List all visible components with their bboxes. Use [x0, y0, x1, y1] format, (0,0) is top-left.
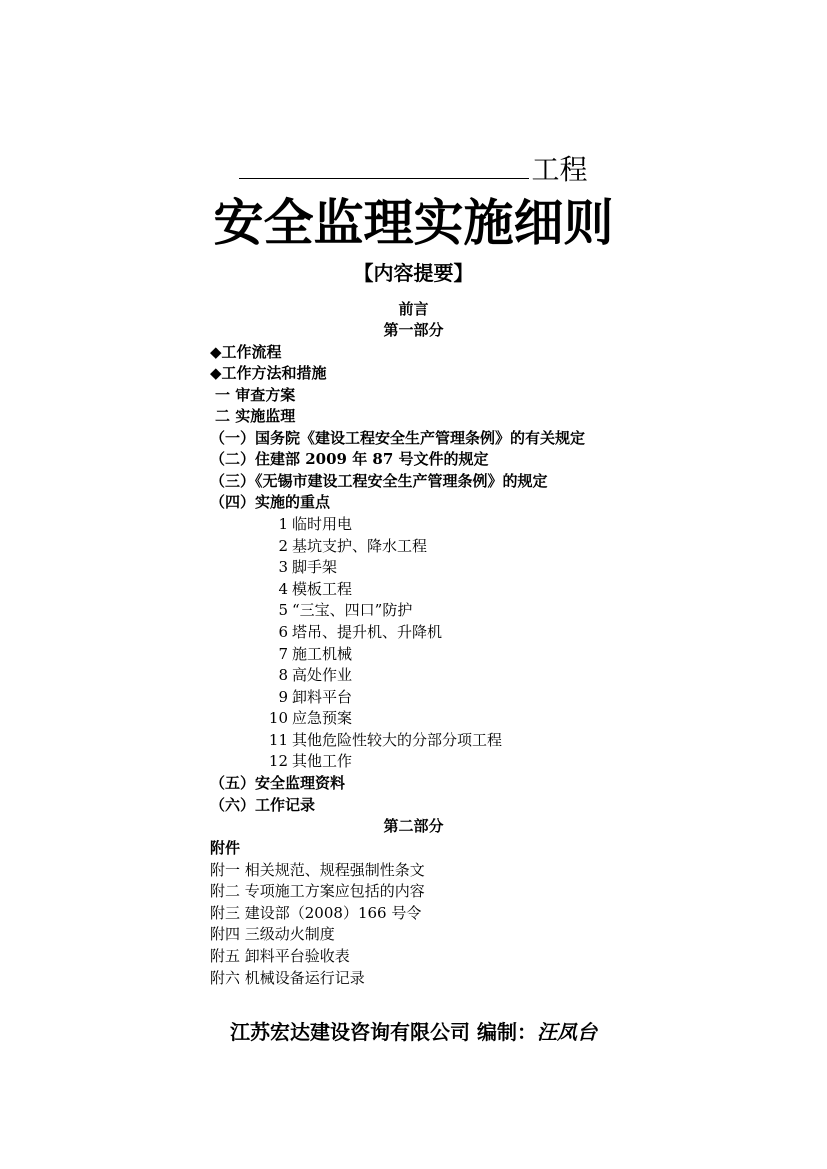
key-point — [266, 556, 337, 578]
appendix-item: 附一 相关规范、规程强制性条文 — [210, 861, 425, 879]
key-point-label: 模板工程 — [292, 580, 353, 598]
appendix-heading: 附件 — [210, 839, 241, 857]
appendix-item: 附五 卸料平台验收表 — [210, 947, 350, 965]
appendix-item: 附四 三级动火制度 — [210, 925, 335, 943]
key-point-label: 高处作业 — [292, 666, 353, 684]
toc-supervision: 二 实施监理 — [215, 407, 296, 425]
key-point-label: 其他危险性较大的分部分项工程 — [292, 731, 503, 749]
appendix-item: 附二 专项施工方案应包括的内容 — [210, 882, 425, 900]
toc-review: 一 审查方案 — [215, 386, 296, 404]
compiled-label: 编制： — [476, 1020, 537, 1044]
toc-item-1: （一）国务院《建设工程安全生产管理条例》的有关规定 — [210, 429, 586, 447]
key-point-label: 临时用电 — [292, 515, 353, 533]
key-point-label: 基坑支护、降水工程 — [292, 537, 428, 555]
document-title: 安全监理实施细则 — [213, 194, 614, 252]
key-point-label: 卸料平台 — [292, 688, 353, 706]
key-point-number: 9 — [278, 688, 288, 706]
toc-item-4: （四）实施的重点 — [210, 493, 331, 511]
key-point-label: “三宝、四口”防护 — [292, 601, 413, 619]
toc-preface: 前言 — [398, 300, 429, 318]
summary-heading: 【内容提要】 — [353, 261, 474, 285]
key-point-number: 10 — [268, 709, 288, 727]
toc-item-2: （二）住建部 2009 年 87 号文件的规定 — [210, 450, 489, 468]
company-name: 江苏宏达建设咨询有限公司 — [230, 1020, 471, 1044]
toc-item-5: （五）安全监理资料 — [210, 774, 346, 792]
key-point-label: 脚手架 — [292, 558, 338, 576]
project-name-line — [0, 148, 827, 188]
footer-line — [0, 1018, 827, 1046]
project-name-blank — [239, 148, 529, 179]
key-point — [266, 686, 352, 708]
toc-workflow: ◆工作流程 — [210, 343, 282, 361]
key-point — [266, 535, 427, 557]
key-point-number: 7 — [278, 645, 288, 663]
key-point — [266, 750, 352, 772]
key-point-label: 其他工作 — [292, 752, 353, 770]
key-point — [266, 513, 352, 535]
project-suffix: 工程 — [531, 153, 588, 186]
key-point-number: 3 — [278, 558, 288, 576]
appendix-item: 附六 机械设备运行记录 — [210, 969, 365, 987]
toc-methods: ◆工作方法和措施 — [210, 364, 327, 382]
toc-part-one: 第一部分 — [383, 321, 444, 339]
key-point — [266, 664, 352, 686]
key-point-number: 12 — [268, 752, 288, 770]
key-point — [266, 643, 352, 665]
key-point — [266, 621, 442, 643]
key-point-number: 1 — [278, 515, 288, 533]
key-point — [266, 599, 412, 621]
key-point-number: 4 — [278, 580, 288, 598]
key-point — [266, 578, 352, 600]
key-point-number: 6 — [278, 623, 288, 641]
author-signature: 汪凤台 — [536, 1020, 597, 1044]
key-point-label: 应急预案 — [292, 709, 353, 727]
key-point-label: 施工机械 — [292, 645, 353, 663]
key-point-number: 8 — [278, 666, 288, 684]
toc-item-6: （六）工作记录 — [210, 796, 316, 814]
toc-item-3: （三）《无锡市建设工程安全生产管理条例》的规定 — [210, 472, 548, 490]
key-point — [266, 729, 502, 751]
key-point-number: 11 — [268, 731, 288, 749]
key-point — [266, 707, 352, 729]
key-point-number: 2 — [278, 537, 288, 555]
key-point-number: 5 — [278, 601, 288, 619]
appendix-item: 附三 建设部（2008）166 号令 — [210, 904, 422, 922]
toc-part-two: 第二部分 — [383, 817, 444, 835]
key-point-label: 塔吊、提升机、升降机 — [292, 623, 443, 641]
